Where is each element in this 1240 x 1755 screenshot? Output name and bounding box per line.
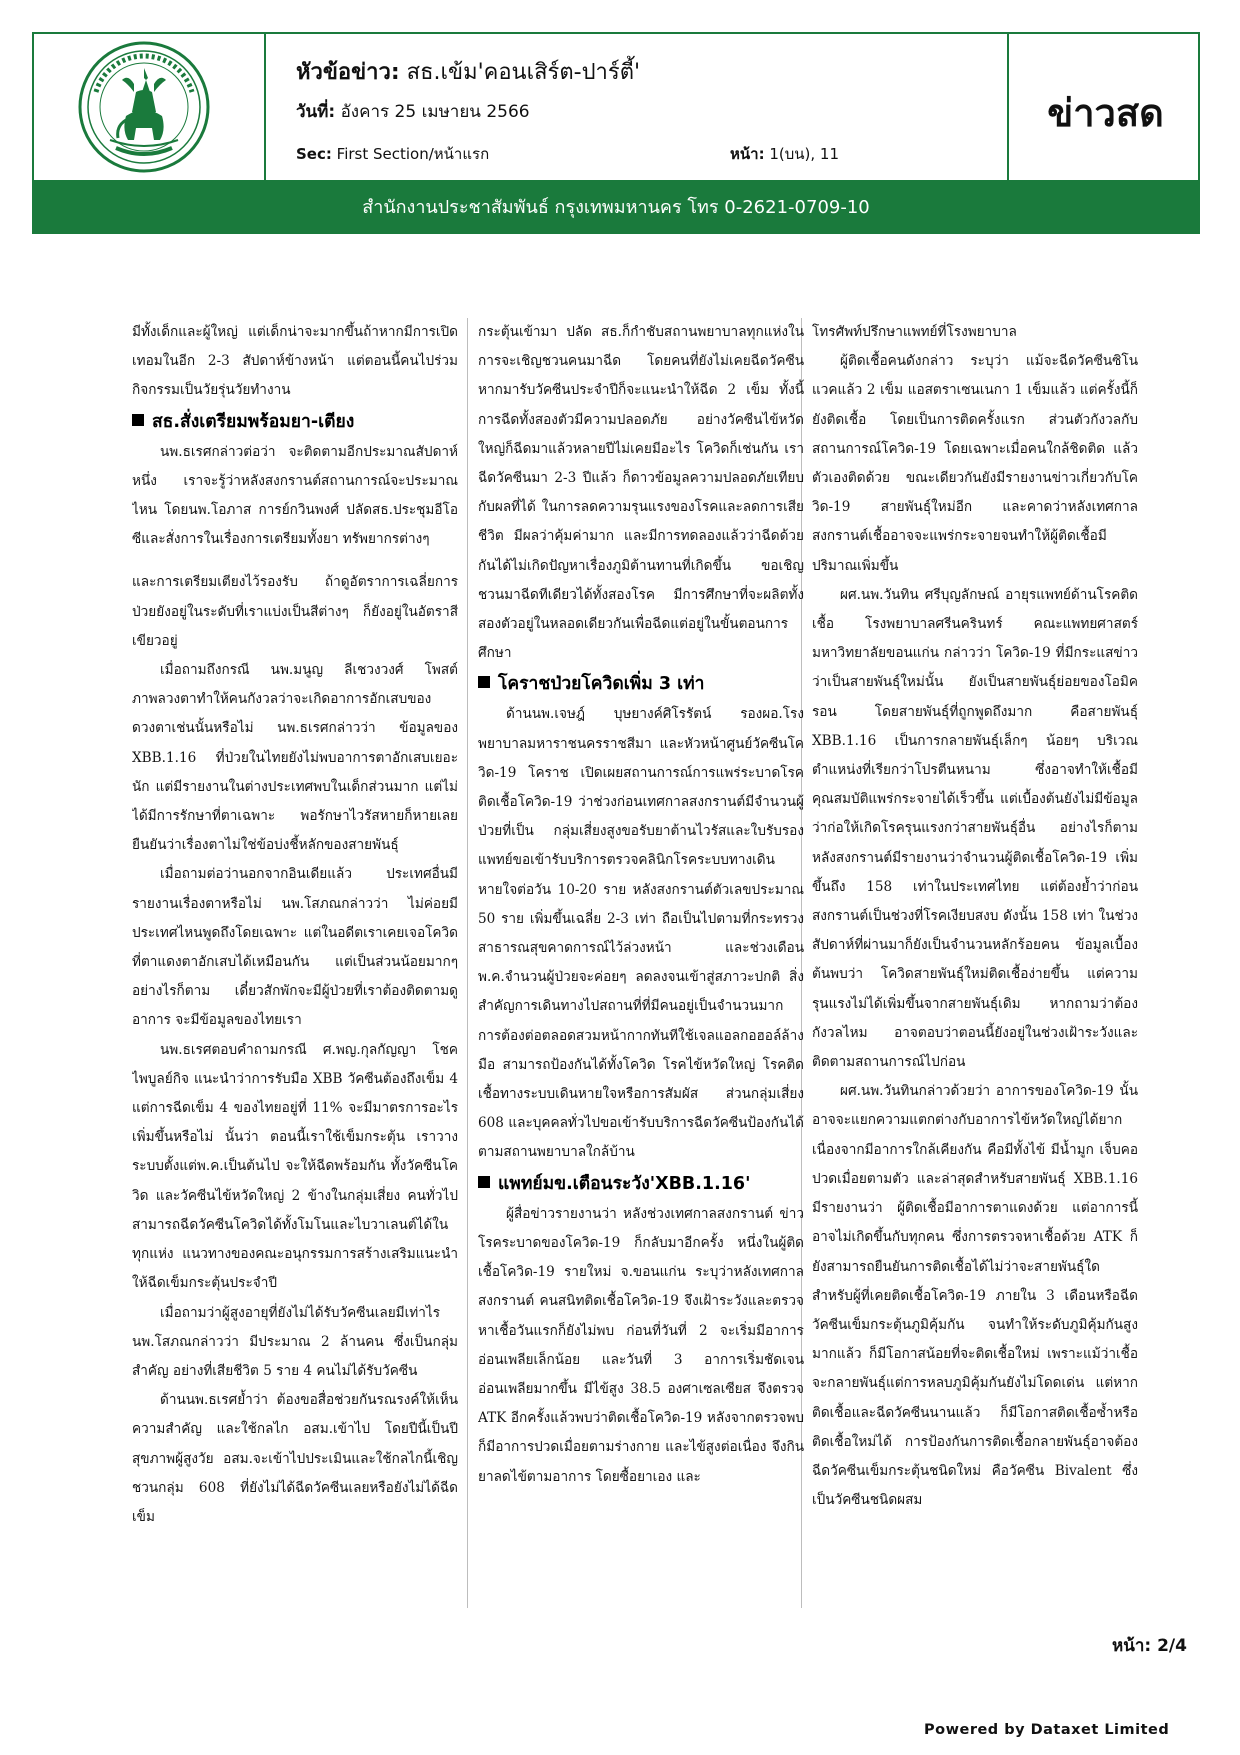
paragraph: ผู้สื่อข่าวรายงานว่า หลังช่วงเทศกาลสงกรานต์ ข่าวโรคระบาดของโควิด-19 ก็กลับมาอีกครั้ง หนึ่งในผู้ติดเชื้อโควิด-19 รายใหม่ จ.ขอนแก่น ระบุว่าหลังเทศกาลสงกรานต์ คนสนิทติดเชื้อโควิด-19 จึงเฝ้าระวังและตรวจหาเชื้อวันแรกก็ยังไม่พบ ก่อนที่วันที่ 2 จะเริ่มมีอาการอ่อนเพลียเล็กน้อย และวันที่ 3 อาการเริ่มชัดเจน อ่อนเพลียมากขึ้น มีไข้สูง 38.5 องศาเซลเซียส จึงตรวจ ATK อีกครั้งแล้วพบว่าติดเชื้อโควิด-19 หลังจากตรวจพบก็มีอาการปวดเมื่อยตามร่างกาย และไข้สูงต่อเนื่อง จึงกินยาลดไข้ตามอาการ โดยซื้อยาเอง และ (478, 1205, 804, 1485)
subheading (132, 406, 458, 438)
page-ref-value: 1(บน), 11 (769, 145, 840, 163)
headline-label: หัวข้อข่าว: (296, 60, 400, 85)
section: First Section/หน้าแรก (336, 145, 490, 163)
subheading-text: แพทย์มข.เตือนระวัง'XBB.1.16' (498, 1173, 751, 1194)
paragraph: นพ.ธเรศตอบคำถามกรณี ศ.พญ.กุลกัญญา โชคไพบูลย์กิจ แนะนำว่าการรับมือ XBB วัคซีนต้องถึงเข็ม 4 แต่การฉีดเข็ม 4 ของไทยอยู่ที่ 11% จะมีมาตรการอะไรเพิ่มขึ้นหรือไม่ นั้นว่า ตอนนี้เราใช้เข็มกระตุ้น เราวางระบบตั้งแต่พ.ค.เป็นต้นไป จะให้ฉีดพร้อมกัน ทั้งวัคซีนโควิด และวัคซีนไข้หวัดใหญ่ 2 ข้างในกลุ่มเสี่ยง คนทั่วไปสามารถฉีดวัคซีนโควิดได้ทั้งโมโนและไบวาเลนต์ได้ในทุกแห่ง แนวทางของคณะอนุกรรมการสร้างเสริมแนะนำให้ฉีดเข็มกระตุ้นประจำปี (132, 1041, 458, 1292)
subheading (478, 1168, 804, 1200)
headline: สธ.เข้ม'คอนเสิร์ต-ปาร์ตี้' (406, 60, 641, 85)
paragraph: เมื่อถามถึงกรณี นพ.มนูญ ลีเชวงวงศ์ โพสต์ภาพลวงตาทำให้คนกังวลว่าจะเกิดอาการอักเสบของดวงตาเช่นนั้นหรือไม่ นพ.ธเรศกล่าวว่า ข้อมูลของ XBB.1.16 ที่ป่วยในไทยยังไม่พบอาการตาอักเสบเยอะนัก แต่มีรายงานในต่างประเทศพบในเด็กส่วนมาก แต่ไม่ได้มีการรักษาที่ตาเฉพาะ พอรักษาไวรัสหายก็หายเลย ยืนยันว่าเรื่องตาไม่ใช่ข้อบ่งชี้หลักของสายพันธุ์ (132, 662, 458, 854)
bangkok-city-seal-icon (76, 40, 212, 174)
square-bullet-icon (132, 414, 144, 426)
square-bullet-icon (478, 676, 490, 688)
logo-cell (34, 34, 266, 180)
section-row (296, 142, 489, 166)
square-bullet-icon (478, 1176, 490, 1188)
paragraph: ด้านนพ.ธเรศย้ำว่า ต้องขอสื่อช่วยกันรณรงค์ให้เห็นความสำคัญ และใช้กลไก อสม.เข้าไป โดยปีนี้เป็นปีสุขภาพผู้สูงวัย อสม.จะเข้าไปประเมินและใช้กลไกนี้เชิญชวนกลุ่ม 608 ที่ยังไม่ได้ฉีดวัคซีนเลยหรือยังไม่ได้ฉีดเข็ม (132, 1392, 458, 1525)
paragraph: เมื่อถามว่าผู้สูงอายุที่ยังไม่ได้รับวัคซีนเลยมีเท่าไร นพ.โสภณกล่าวว่า มีประมาณ 2 ล้านคน ซึ่งเป็นกลุ่มสำคัญ อย่างที่เสียชีวิต 5 ราย 4 คนไม่ได้รับวัคซีน (132, 1304, 458, 1379)
publication-tag: ข่าวสด (1047, 91, 1164, 135)
paragraph: ผศ.นพ.วันทิน ศรีบุญลักษณ์ อายุรแพทย์ด้านโรคติดเชื้อ โรงพยาบาลศรีนครินทร์ คณะแพทยศาสตร์ มหาวิทยาลัยขอนแก่น กล่าวว่า โควิด-19 ที่มีกระแสข่าวว่าเป็นสายพันธุ์ใหม่นั้น ยังเป็นสายพันธุ์ย่อยของโอมิครอน โดยสายพันธุ์ที่ถูกพูดถึงมาก คือสายพันธุ์ XBB.1.16 เป็นการกลายพันธุ์เล็กๆ น้อยๆ บริเวณตำแหน่งที่เรียกว่าโปรตีนหนาม ซึ่งอาจทำให้เชื้อมีคุณสมบัติแพร่กระจายได้เร็วขึ้น แต่เบื้องต้นยังไม่มีข้อมูลว่าก่อให้เกิดโรครุนแรงกว่าสายพันธุ์อื่น อย่างไรก็ตาม หลังสงกรานต์มีรายงานว่าจำนวนผู้ติดเชื้อโควิด-19 เพิ่มขึ้นถึง 158 เท่าในประเทศไทย แต่ต้องย้ำว่าก่อนสงกรานต์เป็นช่วงที่โรคเงียบสงบ ดังนั้น 158 เท่า ในช่วงสัปดาห์ที่ผ่านมาก็ยังเป็นจำนวนหลักร้อยคน ข้อมูลเบื้องต้นพบว่า โควิดสายพันธุ์ใหม่ติดเชื้อง่ายขึ้น แต่ความรุนแรงไม่ได้เพิ่มขึ้นจากสายพันธุ์เดิม หากถามว่าต้องกังวลไหม อาจตอบว่าตอนนี้ยังอยู่ในช่วงเฝ้าระวังและติดตามสถานการณ์ไปก่อน (812, 586, 1138, 1071)
subheading (478, 668, 804, 700)
date: อังคาร 25 เมษายน 2566 (340, 102, 530, 122)
page-ref-label: หน้า: (730, 145, 765, 163)
page-number-label: หน้า: (1112, 1636, 1152, 1656)
news-header (32, 32, 1200, 182)
date-label: วันที่: (296, 102, 336, 122)
tag-cell (1007, 34, 1202, 180)
paragraph: โทรศัพท์ปรึกษาแพทย์ที่โรงพยาบาล (812, 324, 1017, 340)
article-column-3 (812, 318, 1138, 1618)
date-row (296, 98, 530, 125)
article-column-2 (478, 318, 804, 1618)
column-divider (467, 318, 468, 1608)
paragraph: กระตุ้นเข้ามา ปลัด สธ.ก็กำชับสถานพยาบาลทุกแห่งในการจะเชิญชวนคนมาฉีด โดยคนที่ยังไม่เคยฉีดวัคซีนหากมารับวัคซีนประจำปีก็จะแนะนำให้ฉีด 2 เข็ม ทั้งนี้ การฉีดทั้งสองตัวมีความปลอดภัย อย่างวัคซีนไข้หวัดใหญ่ก็ฉีดมาแล้วหลายปีไม่เคยมีอะไร โควิดก็เช่นกัน เราฉีดวัคซีนมา 2-3 ปีแล้ว ก็ดาวข้อมูลความปลอดภัยเทียบกับผลที่ได้ ในการลดความรุนแรงของโรคและลดการเสียชีวิต มีผลว่าคุ้มค่ามาก และมีการทดลองแล้วว่าฉีดด้วยกันได้ไม่เกิดปัญหาเรื่องภูมิต้านทานที่เกิดขึ้น ขอเชิญชวนมาฉีดทีเดียวได้ทั้งสองโรค มีการศึกษาที่จะผลิตทั้งสองตัวอยู่ในหลอดเดียวกันเพื่อฉีดแต่อยู่ในขั้นตอนการศึกษา (478, 324, 804, 662)
paragraph: เมื่อถามต่อว่านอกจากอินเดียแล้ว ประเทศอื่นมีรายงานเรื่องตาหรือไม่ นพ.โสภณกล่าวว่า ไม่ค่อยมีประเทศไหนพูดถึงโดยเฉพาะ แต่ในอดีตเราเคยเจอโควิดที่ตาแดงตาอักเสบได้เหมือนกัน แต่เป็นส่วนน้อยมากๆ อย่างไรก็ตาม เดี๋ยวสักพักจะมีผู้ป่วยที่เราต้องติดตามดูอาการ จะมีข้อมูลของไทยเรา (132, 866, 458, 1029)
subheading-text: โคราชป่วยโควิดเพิ่ม 3 เท่า (498, 674, 705, 695)
page-number-value: 2/4 (1157, 1636, 1187, 1656)
section-label: Sec: (296, 145, 332, 163)
headline-row (296, 54, 640, 89)
paragraph: นพ.ธเรศกล่าวต่อว่า จะติดตามอีกประมาณสัปดาห์หนึ่ง เราจะรู้ว่าหลังสงกรานต์สถานการณ์จะประมาณไหน โดยนพ.โอภาส การย์กวินพงศ์ ปลัดสธ.ประชุมอีโอซีและสั่งการในเรื่องการเตรียมทั้งยา ทรัพยากรต่างๆ (132, 443, 458, 548)
meta-cell (264, 34, 1007, 180)
paragraph: ด้านนพ.เจษฎ์ บุษยางค์ศิโรรัตน์ รองผอ.โรงพยาบาลมหาราชนครราชสีมา และหัวหน้าศูนย์วัคซีนโควิด-19 โคราช เปิดเผยสถานการณ์การแพร่ระบาดโรคติดเชื้อโควิด-19 ว่าช่วงก่อนเทศกาลสงกรานต์มีจำนวนผู้ป่วยที่เป็น กลุ่มเสี่ยงสูงขอรับยาต้านไวรัสและใบรับรองแพทย์ขอเข้ารับบริการตรวจคลินิกโรคระบบทางเดินหายใจต่อวัน 10-20 ราย หลังสงกรานต์ตัวเลขประมาณ 50 ราย เพิ่มขึ้นเฉลี่ย 2-3 เท่า ถือเป็นไปตามที่กระทรวงสาธารณสุขคาดการณ์ไว้ล่วงหน้า และช่วงเดือนพ.ค.จำนวนผู้ป่วยจะค่อยๆ ลดลงจนเข้าสู่สภาวะปกติ สิ่งสำคัญการเดินทางไปสถานที่ที่มีคนอยู่เป็นจำนวนมาก การต้องต่อตลอดสวมหน้ากากทันทีใช้เจลแอลกอฮอล์ล้างมือ สามารถป้องกันได้ทั้งโควิด โรคไข้หวัดใหญ่ โรคติดเชื้อทางระบบเดินหายใจหรือการสัมผัส ส่วนกลุ่มเสี่ยง 608 และบุคคลทั่วไปขอเข้ารับบริการฉีดวัคซีนป้องกันได้ตามสถานพยาบาลใกล้บ้าน (478, 706, 804, 1161)
page-ref (730, 142, 839, 166)
paragraph: มีทั้งเด็กและผู้ใหญ่ แต่เด็กน่าจะมากขึ้นถ้าหากมีการเปิดเทอมในอีก 2-3 สัปดาห์ข้างหน้า แต่ตอนนี้คนไปร่วมกิจกรรมเป็นวัยรุ่นวัยทำงาน (132, 324, 458, 399)
paragraph: ผู้ติดเชื้อคนดังกล่าว ระบุว่า แม้จะฉีดวัคซีนซิโนแวคแล้ว 2 เข็ม แอสตราเซนเนกา 1 เข็มแล้ว แต่ครั้งนี้ก็ยังติดเชื้อ โดยเป็นการติดครั้งแรก ส่วนตัวกังวลกับสถานการณ์โควิด-19 โดยเฉพาะเมื่อคนใกล้ชิดติด แล้วตัวเองติดด้วย ขณะเดียวกันยังมีรายงานข่าวเกี่ยวกับโควิด-19 สายพันธุ์ใหม่อีก และคาดว่าหลังเทศกาลสงกรานต์เชื้ออาจจะแพร่กระจายจนทำให้ผู้ติดเชื้อมีปริมาณเพิ่มขึ้น (812, 353, 1138, 574)
agency-banner: สำนักงานประชาสัมพันธ์ กรุงเทพมหานคร โทร 0-2621-0709-10 (32, 182, 1200, 234)
paragraph: และการเตรียมเตียงไว้รองรับ ถ้าดูอัตราการเฉลี่ยการป่วยยังอยู่ในระดับที่เราแบ่งเป็นสีต่างๆ ก็ยังอยู่ในอัตราสีเขียวอยู่ (132, 574, 458, 649)
article-column-1 (132, 318, 458, 1618)
subheading-text: สธ.สั่งเตรียมพร้อมยา-เตียง (152, 411, 355, 432)
powered-by: Powered by Dataxet Limited (924, 1722, 1170, 1738)
paragraph: ผศ.นพ.วันทินกล่าวด้วยว่า อาการของโควิด-19 นั้น อาจจะแยกความแตกต่างกับอาการไข้หวัดใหญ่ได้ยาก เนื่องจากมีอาการใกล้เคียงกัน คือมีทั้งไข้ มีน้ำมูก เจ็บคอ ปวดเมื่อยตามตัว และล่าสุดสำหรับสายพันธุ์ XBB.1.16 มีรายงานว่า ผู้ติดเชื้อมีอาการตาแดงด้วย แต่อาการนี้อาจไม่เกิดขึ้นกับทุกคน ซึ่งการตรวจหาเชื้อด้วย ATK ก็ยังสามารถยืนยันการติดเชื้อได้ไม่ว่าจะสายพันธุ์ใด สำหรับผู้ที่เคยติดเชื้อโควิด-19 ภายใน 3 เดือนหรือฉีดวัคซีนเข็มกระตุ้นภูมิคุ้มกัน จนทำให้ระดับภูมิคุ้มกันสูงมากแล้ว ก็มีโอกาสน้อยที่จะติดเชื้อใหม่ เพราะแม้ว่าเชื้อจะกลายพันธุ์แต่การหลบภูมิคุ้มกันยังไม่โดดเด่น แต่หากติดเชื้อและฉีดวัคซีนนานแล้ว ก็มีโอกาสติดเชื้อซ้ำหรือติดเชื้อใหม่ได้ การป้องกันการติดเชื้อกลายพันธุ์อาจต้องฉีดวัคซีนเข็มกระตุ้นชนิดใหม่ คือวัคซีน Bivalent ซึ่งเป็นวัคซีนชนิดผสม (812, 1083, 1138, 1509)
page-number (1112, 1632, 1187, 1659)
